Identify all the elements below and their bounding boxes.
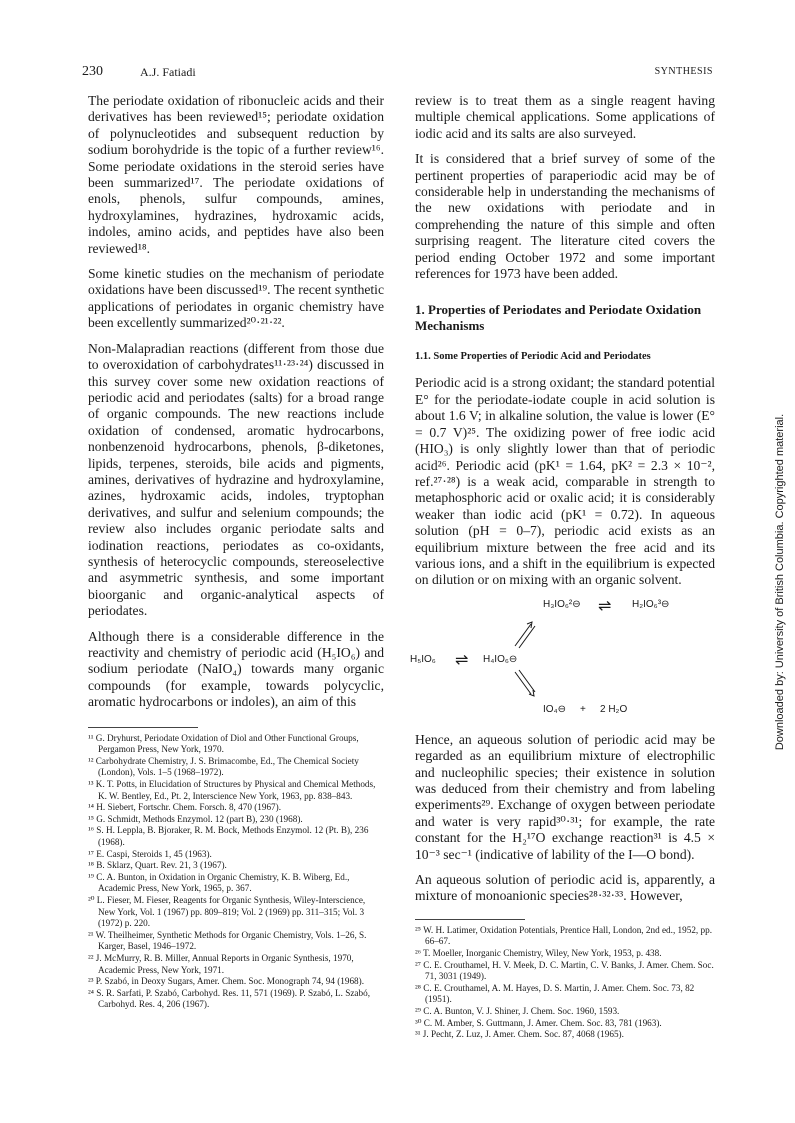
equilibrium-arrow: ⇌ <box>455 651 469 669</box>
species-water: 2 H₂O <box>600 703 628 715</box>
running-author: A.J. Fatiadi <box>140 65 196 79</box>
equilibrium-arrow: ⇌ <box>598 597 612 615</box>
footnote: ¹⁶ S. H. Leppla, B. Bjoraker, R. M. Bock, Methods Enzymol. 12 (Pt. B), 236 (1968). <box>88 825 369 847</box>
footnote: ²⁵ W. H. Latimer, Oxidation Potentials, Prentice Hall, London, 2nd ed., 1952, pp. 66–67. <box>415 924 712 947</box>
footnote: ³⁰ C. M. Amber, S. Guttmann, J. Amer. Chem. Soc. 83, 781 (1963). <box>415 1017 662 1028</box>
footnote: ³¹ J. Pecht, Z. Luz, J. Amer. Chem. Soc. 87, 4068 (1965). <box>415 1029 624 1040</box>
paragraph: The periodate oxidation of ribonucleic acids and their derivatives has been reviewed¹⁵; periodate oxidation of polynucleotides and subsequent reduction by sodium borohydride is the topic of a further review¹⁶. Some periodate oxidations in the steroid series have been summarized¹⁷. The periodate oxidations of enols, phenols, sulfur compounds, amines, hydroxylamines, hydrazines, hydroxamic acids, indoles, amino acids, and peptides have also been reviewed¹⁸. <box>88 93 384 256</box>
paragraph: Non-Malapradian reactions (different from those due to overoxidation of carbohydrates¹¹·²³·²⁴) discussed in this survey cover some new oxidation reactions of periodic acid and periodates (salts) for a broad range of organic compounds. The new reactions include oxidation of condensed, aromatic hydrocarbons, nonbenzenoid hydrocarbons, phenols, β-diketones, lipids, terpenes, steroids, bile acids and pigments, amines, derivatives of hydrazine and hydroxylamine, azines, hydroxamic acids, indoles, tryptophan derivatives, and sulfur and selenium compounds; the review also includes organic periodate salts and iodination reactions, periodates as co-oxidants, synthesis of heterocyclic compounds, stereoselective and asymmetric synthesis, and some important bioorganic and organic-analytical aspects of periodates. <box>88 340 384 619</box>
species-h4io6: H₄IO₆⊖ <box>483 653 518 665</box>
species-h5io6: H₅IO₆ <box>410 653 436 665</box>
page-number: 230 <box>82 64 103 79</box>
species-h3io6: H₃IO₆²⊖ <box>543 598 581 610</box>
footnote-divider <box>88 727 198 728</box>
download-watermark <box>757 332 795 832</box>
footnote: ¹⁹ C. A. Bunton, in Oxidation in Organic Chemistry, K. B. Wiberg, Ed., Academic Press, New York, 1965, p. 367. <box>88 871 350 894</box>
paragraph: Periodic acid is a strong oxidant; the standard potential E° for the periodate-iodate couple in acid solution is about 1.6 V; in alkaline solution, the value is lower (E° = 0.7 V)²⁵. The oxidizing power of free iodic acid (HIO₃) is only slightly lower than that of periodic acid²⁶. Periodic acid (pK¹ = 1.64, pK² = 2.3 × 10⁻², ref.²⁷·²⁸) is a weak acid, comparable in strength to metaphosphoric acid or oxalic acid; it is considerably weaker than iodic acid (pK¹ = 0.72). In aqueous solution (pH = 0–7), periodic acid exists as an equilibrium mixture between the free acid and its various ions, and a shift in the equilibrium is expected on dilution or on mixing with an organic solvent. <box>415 375 715 588</box>
left-column <box>88 93 384 1011</box>
paragraph: Hence, an aqueous solution of periodic acid may be regarded as an equilibrium mixture of electrophilic and nucleophilic species; their existence in solution was deduced from their chemistry and from labeling experiments²⁹. Exchange of oxygen between periodate and water is very rapid³⁰·³¹; for example, the rate constant for the H₂¹⁷O exchange reaction³¹ is 4.5 × 10⁻³ sec⁻¹ (indicative of lability of the I—O bond). <box>415 731 715 862</box>
plus-sign: + <box>580 703 586 715</box>
diagonal-arrows <box>415 598 715 722</box>
footnote: ¹² Carbohydrate Chemistry, J. S. Brimacombe, Ed., The Chemical Society (London), Vols. 1–5 (1968–1972). <box>88 755 359 778</box>
subsection-heading: 1.1. Some Properties of Periodic Acid and Periodates <box>415 351 651 363</box>
footnote: ¹⁷ E. Caspi, Steroids 1, 45 (1963). <box>88 848 212 859</box>
footnote: ²¹ W. Theilheimer, Synthetic Methods for Organic Chemistry, Vols. 1–26, S. Karger, Basel, 1946–1972. <box>88 929 367 952</box>
paragraph: Some kinetic studies on the mechanism of periodate oxidations have been discussed¹⁹. The recent synthetic applications of periodates in organic chemistry have been excellently summarized²⁰·²¹·²². <box>88 266 384 331</box>
right-column <box>410 93 715 1041</box>
species-h2io6: H₂IO₆³⊖ <box>632 598 670 610</box>
footnote-divider <box>415 919 525 920</box>
footnote: ²⁹ C. A. Bunton, V. J. Shiner, J. Chem. Soc. 1960, 1593. <box>415 1005 620 1016</box>
equilibrium-scheme <box>410 597 715 722</box>
footnote: ¹⁸ B. Sklarz, Quart. Rev. 21, 3 (1967). <box>88 860 227 871</box>
paragraph: It is considered that a brief survey of some of the pertinent properties of paraperiodic acid may be of considerable help in understanding the mechanisms of the new oxidations with periodate and in comprehending the nature of this simple and often surprising reagent. The literature cited covers the period ending October 1972 and some important references for 1973 have been added. <box>415 151 715 282</box>
footnote: ²⁸ C. E. Crouthamel, A. M. Hayes, D. S. Martin, J. Amer. Chem. Soc. 73, 82 (1951). <box>415 982 695 1005</box>
section-heading: 1. Properties of Periodates and Periodate Oxidation Mechanisms <box>415 302 702 334</box>
paragraph: review is to treat them as a single reagent having multiple chemical applications. Some applications of iodic acid and its salts are also surveyed. <box>415 93 715 141</box>
watermark-text: Downloaded by: University of British Columbia. Copyrighted material. <box>774 413 786 751</box>
footnote: ¹⁵ G. Schmidt, Methods Enzymol. 12 (part B), 230 (1968). <box>88 813 303 824</box>
footnotes-right <box>415 925 715 1041</box>
footnote: ²² J. McMurry, R. B. Miller, Annual Reports in Organic Synthesis, 1970, Academic Press, New York, 1971. <box>88 952 354 975</box>
paragraph: Although there is a considerable difference in the reactivity and chemistry of periodic acid (H₅IO₆) and sodium periodate (NaIO₄) towards many organic compounds (for example, towards polycyclic, aromatic hydrocarbons or indoles), an aim of this <box>88 628 384 710</box>
footnote: ²⁴ S. R. Sarfati, P. Szabó, Carbohyd. Res. 11, 571 (1969). P. Szabó, L. Szabó, Carbohyd. Res. 4, 206 (1967). <box>88 987 370 1010</box>
footnote: ¹³ K. T. Potts, in Elucidation of Structures by Physical and Chemical Methods, K. W. Bentley, Ed., Pt. 2, Interscience New York, 1963, pp. 838–843. <box>88 779 376 801</box>
footnote: ²⁰ L. Fieser, M. Fieser, Reagents for Organic Synthesis, Wiley-Interscience, New York, Vol. 1 (1967) pp. 809–819; Vol. 2 (1969) pp. 311–315; Vol. 3 (1972) p. 220. <box>88 894 366 929</box>
footnote: ²⁶ T. Moeller, Inorganic Chemistry, Wiley, New York, 1953, p. 438. <box>415 948 662 958</box>
footnotes-left <box>88 733 384 1011</box>
footnote: ¹¹ G. Dryhurst, Periodate Oxidation of Diol and Other Functional Groups, Pergamon Press, New York, 1970. <box>88 732 359 755</box>
footnote: ²³ P. Szabó, in Deoxy Sugars, Amer. Chem. Soc. Monograph 74, 94 (1968). <box>88 976 365 987</box>
footnote: ²⁷ C. E. Crouthamel, H. V. Meek, D. C. Martin, C. V. Banks, J. Amer. Chem. Soc. 71, 3031 (1949). <box>415 959 714 982</box>
journal-name: SYNTHESIS <box>654 66 713 77</box>
species-io4: IO₄⊖ <box>543 703 567 715</box>
footnote: ¹⁴ H. Siebert, Fortschr. Chem. Forsch. 8, 470 (1967). <box>88 802 282 813</box>
paragraph: An aqueous solution of periodic acid is, apparently, a mixture of monoanionic species²⁸·³²·³³. However, <box>415 872 715 904</box>
running-header <box>82 64 713 82</box>
